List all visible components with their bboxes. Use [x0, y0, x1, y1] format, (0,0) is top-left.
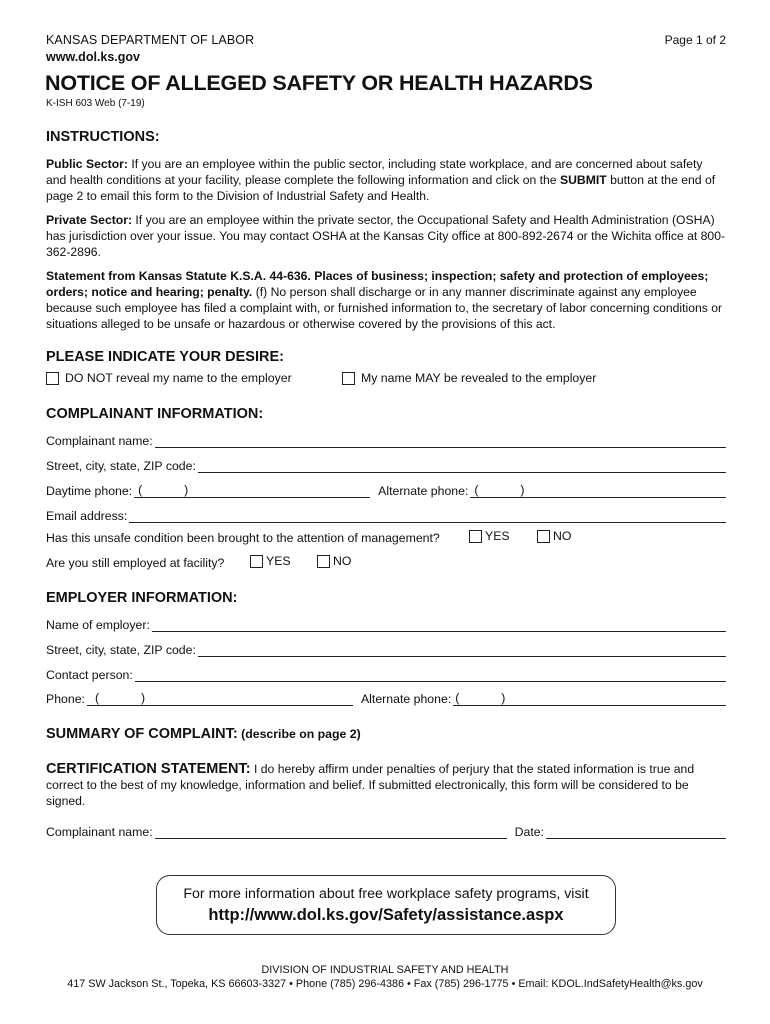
certification-heading: CERTIFICATION STATEMENT:	[46, 761, 251, 777]
desire-heading: PLEASE INDICATE YOUR DESIRE:	[46, 349, 284, 365]
page-number: Page 1 of 2	[664, 33, 726, 47]
form-number: K-ISH 603 Web (7-19)	[46, 98, 145, 109]
employer-name-label: Name of employer:	[46, 618, 150, 632]
daytime-phone-field[interactable]	[134, 484, 370, 498]
checkbox-reveal[interactable]	[342, 372, 355, 385]
statute-text: (f) No person shall discharge or in any manner discriminate against any employee because such employee has filed a complaint with, or furnished information to, the secretary of labor concerning conditions or situations alleged to be unsafe or hazardous or otherwise covered by the provisions of this act.	[46, 285, 723, 331]
employer-name-field[interactable]	[152, 618, 726, 632]
instructions-heading: INSTRUCTIONS:	[46, 129, 160, 145]
alternate-phone-field[interactable]	[470, 484, 726, 498]
date-field[interactable]	[546, 825, 726, 839]
checkbox-employed-yes[interactable]	[250, 555, 263, 568]
employed-yes-label: YES	[266, 554, 291, 568]
public-sector-label: Public Sector:	[46, 157, 128, 171]
management-yes[interactable]	[469, 529, 510, 543]
contact-person-label: Contact person:	[46, 668, 133, 682]
desire-option-anonymous-label: DO NOT reveal my name to the employer	[65, 371, 292, 385]
info-box	[156, 875, 616, 935]
complainant-name-row	[46, 430, 726, 448]
paren-close: )	[520, 483, 525, 497]
employed-question: Are you still employed at facility?	[46, 556, 225, 570]
certification-paragraph	[46, 761, 726, 809]
certification-name-field[interactable]	[155, 825, 507, 839]
info-box-text: For more information about free workplace safety programs, visit	[183, 886, 589, 902]
employer-phone-row	[46, 688, 726, 706]
complainant-name-field[interactable]	[155, 434, 726, 448]
management-no-label: NO	[553, 529, 572, 543]
complainant-name-label: Complainant name:	[46, 434, 153, 448]
agency-website: www.dol.ks.gov	[46, 50, 140, 64]
date-label: Date:	[514, 825, 545, 839]
employer-phone-field[interactable]	[87, 692, 353, 706]
desire-option-reveal[interactable]	[342, 371, 596, 385]
employer-address-row	[46, 639, 726, 657]
employer-address-field[interactable]	[198, 643, 726, 657]
employed-no[interactable]	[317, 554, 351, 568]
contact-person-field[interactable]	[135, 668, 726, 682]
management-no[interactable]	[537, 529, 571, 543]
employer-heading: EMPLOYER INFORMATION:	[46, 590, 238, 606]
daytime-phone-label: Daytime phone:	[46, 484, 133, 498]
checkbox-management-no[interactable]	[537, 530, 550, 543]
checkbox-anonymous[interactable]	[46, 372, 59, 385]
employer-alt-phone-label: Alternate phone:	[360, 692, 452, 706]
private-sector-label: Private Sector:	[46, 213, 133, 227]
employer-name-row	[46, 614, 726, 632]
paren-close: )	[184, 483, 189, 497]
employed-no-label: NO	[333, 554, 352, 568]
footer-division: DIVISION OF INDUSTRIAL SAFETY AND HEALTH	[261, 964, 509, 976]
management-question: Has this unsafe condition been brought to the attention of management?	[46, 531, 440, 545]
private-sector-text: If you are an employee within the private sector, the Occupational Safety and Health Administration (OSHA) has jurisdiction over your issue. You may contact OSHA at the Kansas City office at 800-892-2674 or the Wichita office at 800-362-2896.	[46, 213, 726, 259]
complainant-address-row	[46, 455, 726, 473]
summary-block	[46, 725, 361, 743]
public-sector-text-end: button at the end of page 2 to email this form to the Division of Industrial Safety and Health.	[46, 173, 716, 203]
statute-paragraph	[46, 268, 726, 332]
employer-alt-phone-field[interactable]	[453, 692, 726, 706]
public-sector-paragraph	[46, 156, 726, 204]
management-yes-label: YES	[485, 529, 510, 543]
complainant-heading: COMPLAINANT INFORMATION:	[46, 406, 264, 422]
paren-open: (	[455, 691, 460, 705]
employed-yes[interactable]	[250, 554, 291, 568]
complainant-phone-row	[46, 480, 726, 498]
employer-address-label: Street, city, state, ZIP code:	[46, 643, 196, 657]
checkbox-employed-no[interactable]	[317, 555, 330, 568]
summary-note: (describe on page 2)	[237, 727, 361, 741]
paren-close: )	[501, 691, 506, 705]
desire-option-anonymous[interactable]	[46, 371, 292, 385]
paren-open: (	[94, 691, 100, 705]
summary-heading: SUMMARY OF COMPLAINT:	[46, 726, 238, 742]
alternate-phone-label: Alternate phone:	[378, 484, 469, 498]
certification-signature-row	[46, 821, 726, 839]
complainant-email-row	[46, 505, 726, 523]
footer-address: 417 SW Jackson St., Topeka, KS 66603-3327 • Phone (785) 296-4386 • Fax (785) 296-1775 • Email: KDOL.IndSafetyHealth@ks.gov	[67, 978, 703, 990]
form-title: NOTICE OF ALLEGED SAFETY OR HEALTH HAZARDS	[45, 71, 593, 95]
email-field[interactable]	[129, 509, 726, 523]
submit-word: SUBMIT	[559, 173, 607, 187]
employer-phone-label: Phone:	[46, 692, 85, 706]
statute-heading: Statement from Kansas Statute K.S.A. 44-636. Places of business; inspection; safety and protection of employees; orders; notice and hearing; penalty.	[46, 269, 709, 299]
certification-name-label: Complainant name:	[46, 825, 153, 839]
certification-text: I do hereby affirm under penalties of perjury that the stated information is true and correct to the best of my knowledge, information and belief. If submitted electronically, this form will be considered to be signed.	[46, 762, 695, 808]
complainant-address-label: Street, city, state, ZIP code:	[46, 459, 196, 473]
assistance-link[interactable]: http://www.dol.ks.gov/Safety/assistance.aspx	[208, 906, 564, 924]
checkbox-management-yes[interactable]	[469, 530, 482, 543]
paren-open: (	[474, 483, 479, 497]
paren-open: (	[138, 483, 143, 497]
agency-name: KANSAS DEPARTMENT OF LABOR	[46, 33, 255, 47]
paren-close: )	[140, 691, 146, 705]
public-sector-text: If you are an employee within the public sector, including state workplace, and are concerned about safety and health conditions at your facility, please complete the following information and click on the	[46, 157, 703, 187]
complainant-address-field[interactable]	[198, 459, 726, 473]
private-sector-paragraph	[46, 212, 726, 260]
email-label: Email address:	[46, 509, 128, 523]
employer-contact-row	[46, 664, 726, 682]
desire-option-reveal-label: My name MAY be revealed to the employer	[361, 371, 597, 385]
